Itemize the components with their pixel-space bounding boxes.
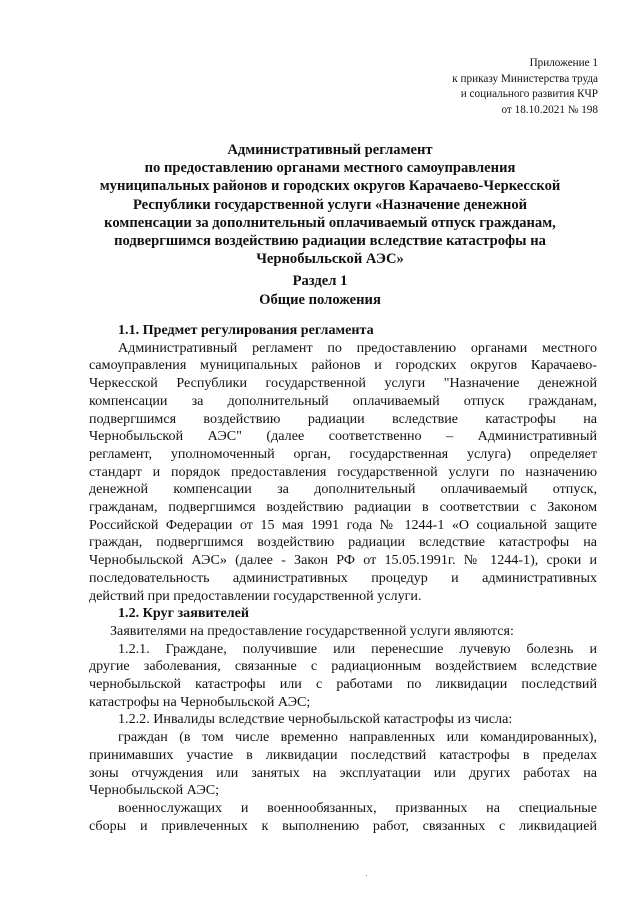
text-line: катастрофы на Чернобыльской АЭС; — [89, 693, 311, 710]
section-heading — [0, 272, 640, 310]
appendix-note — [452, 56, 598, 118]
subsection-heading: 1.1. Предмет регулирования регламента — [118, 322, 374, 338]
text-line: последовательность административных процедур и административных — [89, 569, 597, 586]
text-line: сборы и привлеченных к выполнению работ, связанных с ликвидацией — [89, 817, 597, 834]
text-line: действий при предоставлении государственной услуги. — [89, 587, 422, 604]
title-line: компенсации за дополнительный оплачиваемый отпуск гражданам, — [104, 214, 556, 231]
appendix-line: к приказу Министерства труда — [452, 72, 598, 85]
text-line: самоуправления муниципальных районов и городских округов Карачаево- — [89, 357, 597, 374]
title-line: по предоставлению органами местного самоуправления — [144, 160, 516, 177]
text-line: Заявителями на предоставление государственной услуги являются: — [110, 622, 514, 639]
document-title — [95, 141, 565, 268]
text-line: 1.2.2. Инвалиды вследствие чернобыльской катастрофы из числа: — [118, 711, 513, 728]
text-line: военнослужащих и военнообязанных, призванных на специальные — [118, 799, 597, 816]
text-line: Российской Федерации от 15 мая 1991 года № 1244-1 «О социальной защите — [89, 516, 597, 533]
text-line: компенсации за дополнительный оплачиваемый отпуск гражданам, — [89, 392, 597, 409]
title-line: Административный регламент — [227, 142, 433, 158]
appendix-line: и социального развития КЧР — [460, 88, 598, 100]
text-line: граждан, подвергшимся воздействию радиации вследствие катастрофы на — [89, 534, 597, 551]
text-line: подвергшимся воздействию радиации вследствие катастрофы на — [89, 410, 597, 427]
document-body — [89, 322, 597, 835]
text-line: Чернобыльской АЭС; — [89, 782, 220, 799]
text-line: гражданам, подвергшимся воздействию радиации в соответствии с Законом — [89, 499, 597, 516]
appendix-line: от 18.10.2021 № 198 — [501, 103, 598, 116]
section-number: Раздел 1 — [292, 273, 348, 289]
title-line: муниципальных районов и городских округов Карачаево-Черкесской — [99, 178, 561, 195]
text-line: зоны отчуждения или занятых на эксплуатации или других работах на — [89, 764, 597, 781]
title-line: Чернобыльской АЭС» — [256, 251, 404, 268]
section-name: Общие положения — [259, 292, 381, 308]
text-line: Административный регламент по предоставлению органами местного — [118, 339, 597, 356]
text-line: стандарт и порядок предоставления государственной услуги по назначению — [89, 463, 597, 480]
subsection-heading: 1.2. Круг заявителей — [118, 605, 250, 622]
title-line: подвергшимся воздействию радиации вследствие катастрофы на — [114, 233, 546, 250]
scan-speck — [366, 875, 367, 876]
text-line: денежной компенсации за дополнительный оплачиваемый отпуск, — [89, 481, 597, 498]
text-line: Чернобыльской АЭС» (далее - Закон РФ от 15.05.1991г. № 1244-1), сроки и — [89, 552, 597, 569]
text-line: Чернобыльской АЭС" (далее соответственно – Административный — [89, 428, 597, 445]
text-line: регламент, уполномоченный орган, государственная услуга) определяет — [89, 445, 597, 462]
text-line: другие заболевания, связанные с радиационным воздействием вследствие — [89, 658, 597, 675]
text-line: принимавших участие в ликвидации последствий катастрофы в пределах — [89, 746, 597, 763]
text-line: Черкесской Республики государственной услуги "Назначение денежной — [89, 375, 597, 392]
appendix-line: Приложение 1 — [529, 57, 598, 69]
title-line: Республики государственной услуги «Назначение денежной — [132, 196, 528, 213]
text-line: 1.2.1. Граждане, получившие или перенесшие лучевую болезнь и — [118, 640, 597, 657]
text-line: чернобыльской катастрофы или с работами по ликвидации последствий — [89, 676, 597, 693]
text-line: граждан (в том числе временно направленных или командированных), — [118, 729, 597, 746]
